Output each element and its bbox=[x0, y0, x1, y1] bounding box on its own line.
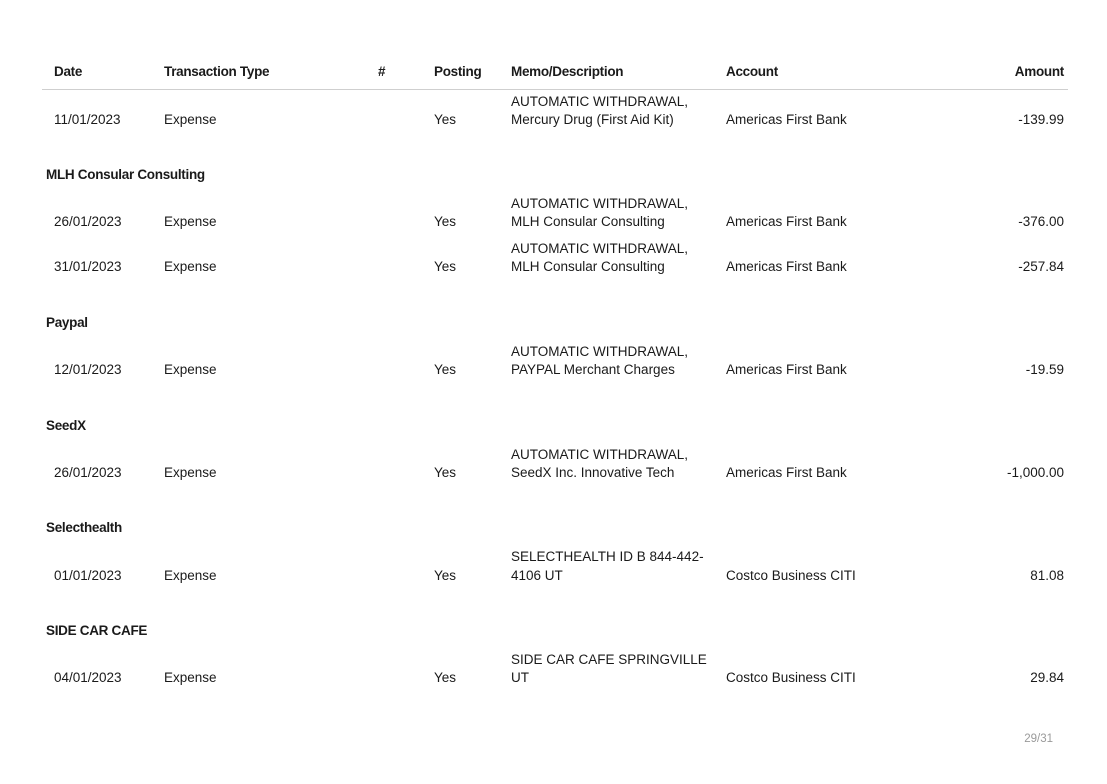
row-type: Expense bbox=[164, 465, 217, 480]
row-account: Americas First Bank bbox=[726, 362, 847, 377]
row-memo-line1: AUTOMATIC WITHDRAWAL, bbox=[511, 344, 688, 359]
row-memo-line2: MLH Consular Consulting bbox=[511, 259, 665, 274]
row-memo-line1: SELECTHEALTH ID B 844-442- bbox=[511, 549, 704, 564]
column-header-account: Account bbox=[726, 64, 778, 79]
row-memo-line2: UT bbox=[511, 670, 529, 685]
row-amount: -376.00 bbox=[1018, 214, 1064, 229]
row-memo-line1: AUTOMATIC WITHDRAWAL, bbox=[511, 241, 688, 256]
row-amount: 81.08 bbox=[1030, 568, 1064, 583]
row-posting: Yes bbox=[434, 259, 457, 274]
row-memo-line2: SeedX Inc. Innovative Tech bbox=[511, 465, 675, 480]
row-memo-line1: AUTOMATIC WITHDRAWAL, bbox=[511, 196, 688, 211]
row-account: Costco Business CITI bbox=[726, 568, 856, 583]
row-amount: -1,000.00 bbox=[1006, 465, 1064, 480]
row-posting: Yes bbox=[434, 362, 457, 377]
column-header-date: Date bbox=[54, 64, 83, 79]
row-posting: Yes bbox=[434, 670, 457, 685]
row-account: Americas First Bank bbox=[726, 214, 847, 229]
group-heading: MLH Consular Consulting bbox=[46, 167, 205, 182]
page-number: 29/31 bbox=[1024, 733, 1053, 745]
row-posting: Yes bbox=[434, 112, 457, 127]
column-header-transaction-type: Transaction Type bbox=[164, 64, 270, 79]
group-heading: SIDE CAR CAFE bbox=[46, 623, 148, 638]
row-date: 26/01/2023 bbox=[54, 214, 122, 229]
row-type: Expense bbox=[164, 568, 217, 583]
row-memo-line2: MLH Consular Consulting bbox=[511, 214, 665, 229]
row-memo-line1: AUTOMATIC WITHDRAWAL, bbox=[511, 94, 688, 109]
row-memo-line1: AUTOMATIC WITHDRAWAL, bbox=[511, 447, 688, 462]
row-date: 26/01/2023 bbox=[54, 465, 122, 480]
header-divider bbox=[42, 89, 1068, 90]
row-account: Americas First Bank bbox=[726, 112, 847, 127]
row-date: 01/01/2023 bbox=[54, 568, 122, 583]
row-date: 04/01/2023 bbox=[54, 670, 122, 685]
group-heading: Paypal bbox=[46, 315, 88, 330]
row-date: 31/01/2023 bbox=[54, 259, 122, 274]
row-type: Expense bbox=[164, 670, 217, 685]
row-posting: Yes bbox=[434, 568, 457, 583]
row-posting: Yes bbox=[434, 214, 457, 229]
row-memo-line2: 4106 UT bbox=[511, 568, 563, 583]
group-heading: SeedX bbox=[46, 418, 86, 433]
row-memo-line2: Mercury Drug (First Aid Kit) bbox=[511, 112, 674, 127]
column-header-number: # bbox=[378, 64, 386, 79]
row-date: 12/01/2023 bbox=[54, 362, 122, 377]
row-type: Expense bbox=[164, 214, 217, 229]
row-account: Americas First Bank bbox=[726, 465, 847, 480]
row-amount: -19.59 bbox=[1025, 362, 1064, 377]
row-type: Expense bbox=[164, 362, 217, 377]
row-account: Costco Business CITI bbox=[726, 670, 856, 685]
group-heading: Selecthealth bbox=[46, 520, 122, 535]
row-memo-line2: PAYPAL Merchant Charges bbox=[511, 362, 675, 377]
row-date: 11/01/2023 bbox=[54, 112, 121, 127]
row-amount: -257.84 bbox=[1018, 259, 1064, 274]
row-memo-line1: SIDE CAR CAFE SPRINGVILLE bbox=[511, 652, 707, 667]
column-header-memo: Memo/Description bbox=[511, 64, 624, 79]
row-amount: -139.99 bbox=[1018, 112, 1064, 127]
row-account: Americas First Bank bbox=[726, 259, 847, 274]
column-header-amount: Amount bbox=[1014, 64, 1064, 79]
row-amount: 29.84 bbox=[1030, 670, 1064, 685]
row-posting: Yes bbox=[434, 465, 457, 480]
row-type: Expense bbox=[164, 259, 217, 274]
column-header-posting: Posting bbox=[434, 64, 482, 79]
row-type: Expense bbox=[164, 112, 217, 127]
